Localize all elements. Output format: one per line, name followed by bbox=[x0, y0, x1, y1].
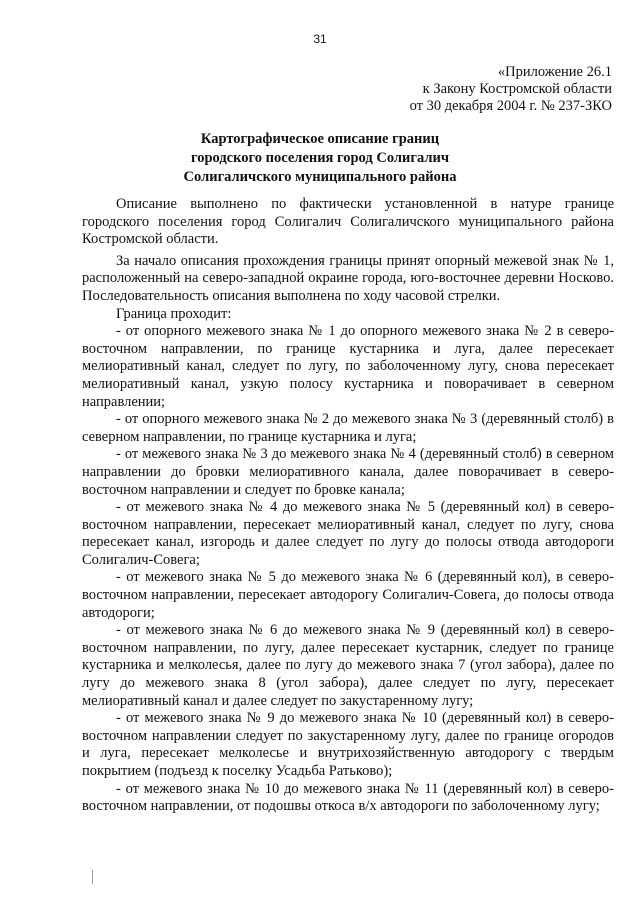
paragraph: - от межевого знака № 10 до межевого знака № 11 (деревянный кол) в северо-восточном направлении, от подошвы откоса в/х автодороги по заболоченному лугу; bbox=[82, 780, 614, 815]
paragraph: За начало описания прохождения границы принят опорный межевой знак № 1, расположенный на северо-западной окраине города, юго-восточнее деревни Носково. Последовательность описания выполнена по ходу часовой стрелки. bbox=[82, 252, 614, 304]
paragraph: - от опорного межевого знака № 2 до межевого знака № 3 (деревянный столб) в северном направлении, по границе кустарника и луга; bbox=[82, 411, 614, 445]
paragraph: - от опорного межевого знака № 1 до опорного межевого знака № 2 в северо-восточном направлении, по границе кустарника и луга, далее пересекает мелиоративный канал, следует по лугу, по заболоченному лугу, снова пересекает мелиоративный канал, узкую полосу кустарника и поворачивает в северном направлении; bbox=[82, 323, 614, 410]
paragraph: - от межевого знака № 3 до межевого знака № 4 (деревянный столб) в северном направлении до бровки мелиоративного канала, далее поворачивает в северо-восточном направлении и следует по бровке канала; bbox=[82, 446, 614, 498]
appendix-line-1: «Приложение 26.1 bbox=[497, 64, 612, 80]
document-title bbox=[0, 130, 640, 187]
paragraph: Описание выполнено по фактически установленной в натуре границе городского поселения город Солигалич Солигаличского муниципального района Костромской области. bbox=[82, 196, 614, 248]
paragraph: - от межевого знака № 6 до межевого знака № 9 (деревянный кол) в северо-восточном направлении, по лугу, далее пересекает кустарник, следует по границе кустарника и мелколесья, далее по лугу до межевого знака 7 (угол забора), далее по лугу до межевого знака 8 (угол забора), далее следует по лугу, пересекает мелиоративный канал и далее следует по закустаренному лугу; bbox=[82, 622, 614, 709]
scan-margin-mark bbox=[92, 870, 93, 884]
appendix-line-2: к Закону Костромской области bbox=[422, 81, 612, 97]
title-line-3: Солигаличского муниципального района bbox=[183, 169, 457, 185]
appendix-line-3: от 30 декабря 2004 г. № 237-ЗКО bbox=[409, 98, 612, 114]
paragraph: - от межевого знака № 5 до межевого знака № 6 (деревянный кол), в северо-восточном направлении, пересекает автодорогу Солигалич-Совега, до полосы отвода автодороги; bbox=[82, 569, 614, 621]
appendix-reference bbox=[410, 64, 612, 115]
paragraph: - от межевого знака № 4 до межевого знака № 5 (деревянный кол) в северо-восточном направлении, пересекает мелиоративный канал, следует по лугу, снова пересекает канал, изгородь и далее следует по лугу до полосы отвода автодороги Солигалич-Совега; bbox=[82, 499, 614, 568]
paragraph: - от межевого знака № 9 до межевого знака № 10 (деревянный кол) в северо-восточном направлении следует по закустаренному лугу, далее по границе огородов и луга, пересекает мелколесье и внутрихозяйственную автодорогу с твердым покрытием (подъезд к поселку Усадьба Ратьково); bbox=[82, 710, 614, 779]
page-number: 31 bbox=[313, 32, 327, 46]
document-body bbox=[82, 196, 614, 816]
title-line-1: Картографическое описание границ bbox=[200, 131, 440, 147]
paragraph: Граница проходит: bbox=[116, 305, 232, 322]
title-line-2: городского поселения город Солигалич bbox=[190, 150, 450, 166]
